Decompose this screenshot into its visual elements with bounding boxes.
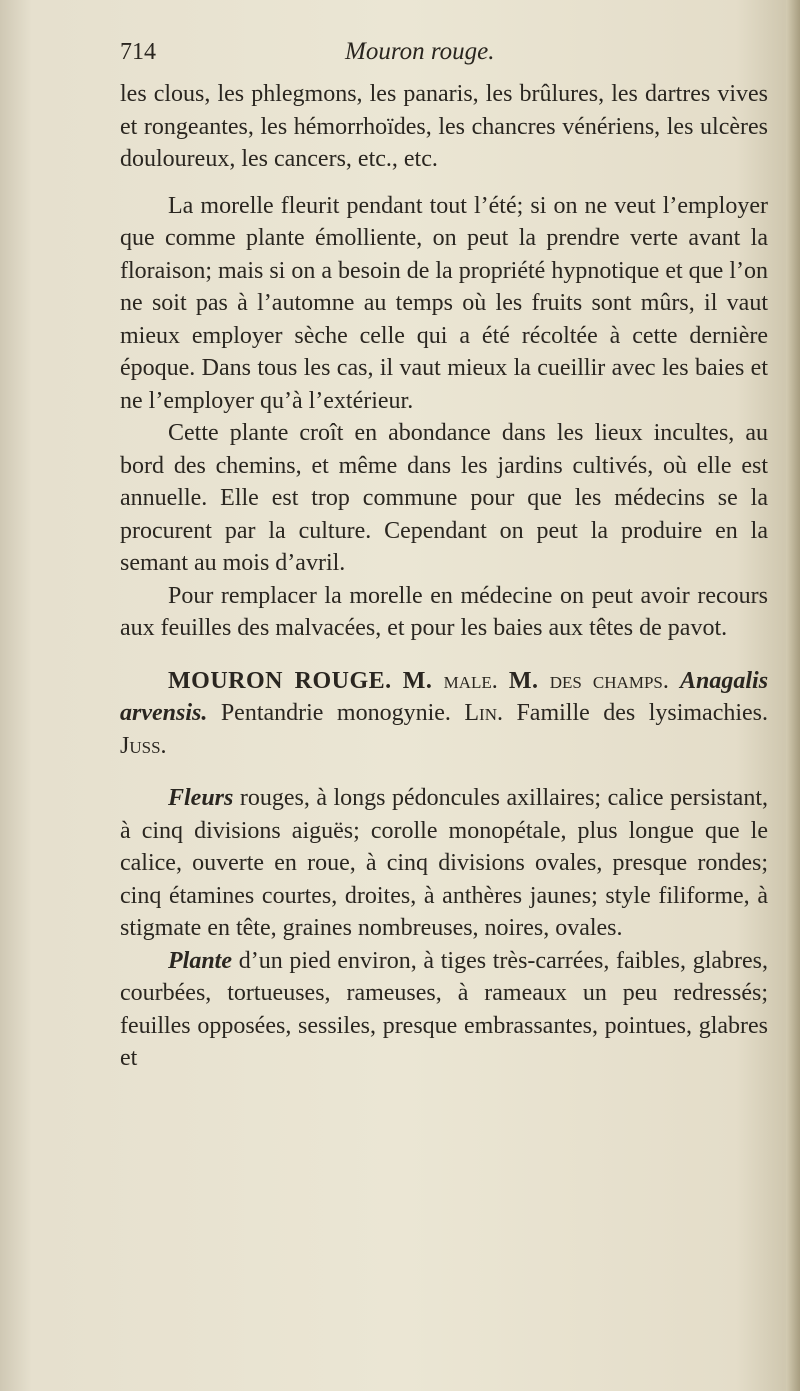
paragraph-fleurs xyxy=(120,782,768,945)
entry-male: male. xyxy=(443,667,498,694)
paragraph-continuation: les clous, les phlegmons, les panaris, les brûlures, les dartres vives et rongeantes, les hémorrhoïdes, les chancres vénériens, les ulcères douloureux, les cancers, etc., etc. xyxy=(120,81,768,172)
entry-family: Famille des lysimachies. xyxy=(516,700,769,726)
entry-lin: Lin. xyxy=(464,700,503,726)
paragraph-plante xyxy=(120,945,768,1075)
plante-text: d’un pied environ, à tiges très-carrées, faibles, glabres, courbées, tortueuses, rameuses, à rameaux un peu redressés; feuilles opposées, sessiles, presque embrassantes, pointues, glabres et xyxy=(120,947,769,1071)
paragraph-harvest: La morelle fleurit pendant tout l’été; si on ne veut l’employer que comme plante émolliente, on peut la prendre verte avant la floraison; mais si on a besoin de la propriété hypnotique et que l’on ne soit pas à l’automne au temps où les fruits sont mûrs, il vaut mieux employer sèche celle qui a été récoltée à cette dernière époque. Dans tous les cas, il vaut mieux la cueillir avec les baies et ne l’employer qu’à l’extérieur. xyxy=(120,192,768,414)
entry-system: Pentandrie monogynie. xyxy=(220,700,451,726)
entry-champs: des champs. xyxy=(549,667,669,694)
paragraph-substitutes: Pour remplacer la morelle en médecine on peut avoir recours aux feuilles des malvacées, et pour les baies aux têtes de pavot. xyxy=(120,582,768,641)
fleurs-text: rouges, à longs pédoncules axillaires; calice persistant, à cinq divisions aiguës; corolle monopétale, plus longue que le calice, ouverte en roue, à cinq divisions ovales, presque rondes; cinq étamines courtes, droites, à anthères jaunes; style filiforme, à stigmate en tête, graines nombreuses, noires, ovales. xyxy=(120,785,768,941)
page-edge xyxy=(786,0,800,1391)
entry-latin-name: Anagalis arvensis. xyxy=(120,667,769,726)
paragraph-habitat: Cette plante croît en abondance dans les lieux incultes, au bord des chemins, et même dans les jardins cultivés, où elle est annuelle. Elle est trop commune pour que les médecins se la procurent par la culture. Cependant on peut la produire en la semant au mois d’avril. xyxy=(120,420,768,576)
entry-juss: Juss. xyxy=(120,732,167,759)
fleurs-label: Fleurs xyxy=(168,785,234,811)
entry-abbr-male: M. xyxy=(402,667,433,694)
entry-heading xyxy=(120,665,768,763)
entry-abbr-champs: M. xyxy=(508,667,539,694)
plante-label: Plante xyxy=(168,947,232,974)
page-number: 714 xyxy=(120,39,156,65)
page-header xyxy=(120,36,768,78)
page-text xyxy=(120,36,768,1075)
entry-name: MOURON ROUGE. xyxy=(168,667,392,694)
running-title: Mouron rouge. xyxy=(345,38,495,65)
